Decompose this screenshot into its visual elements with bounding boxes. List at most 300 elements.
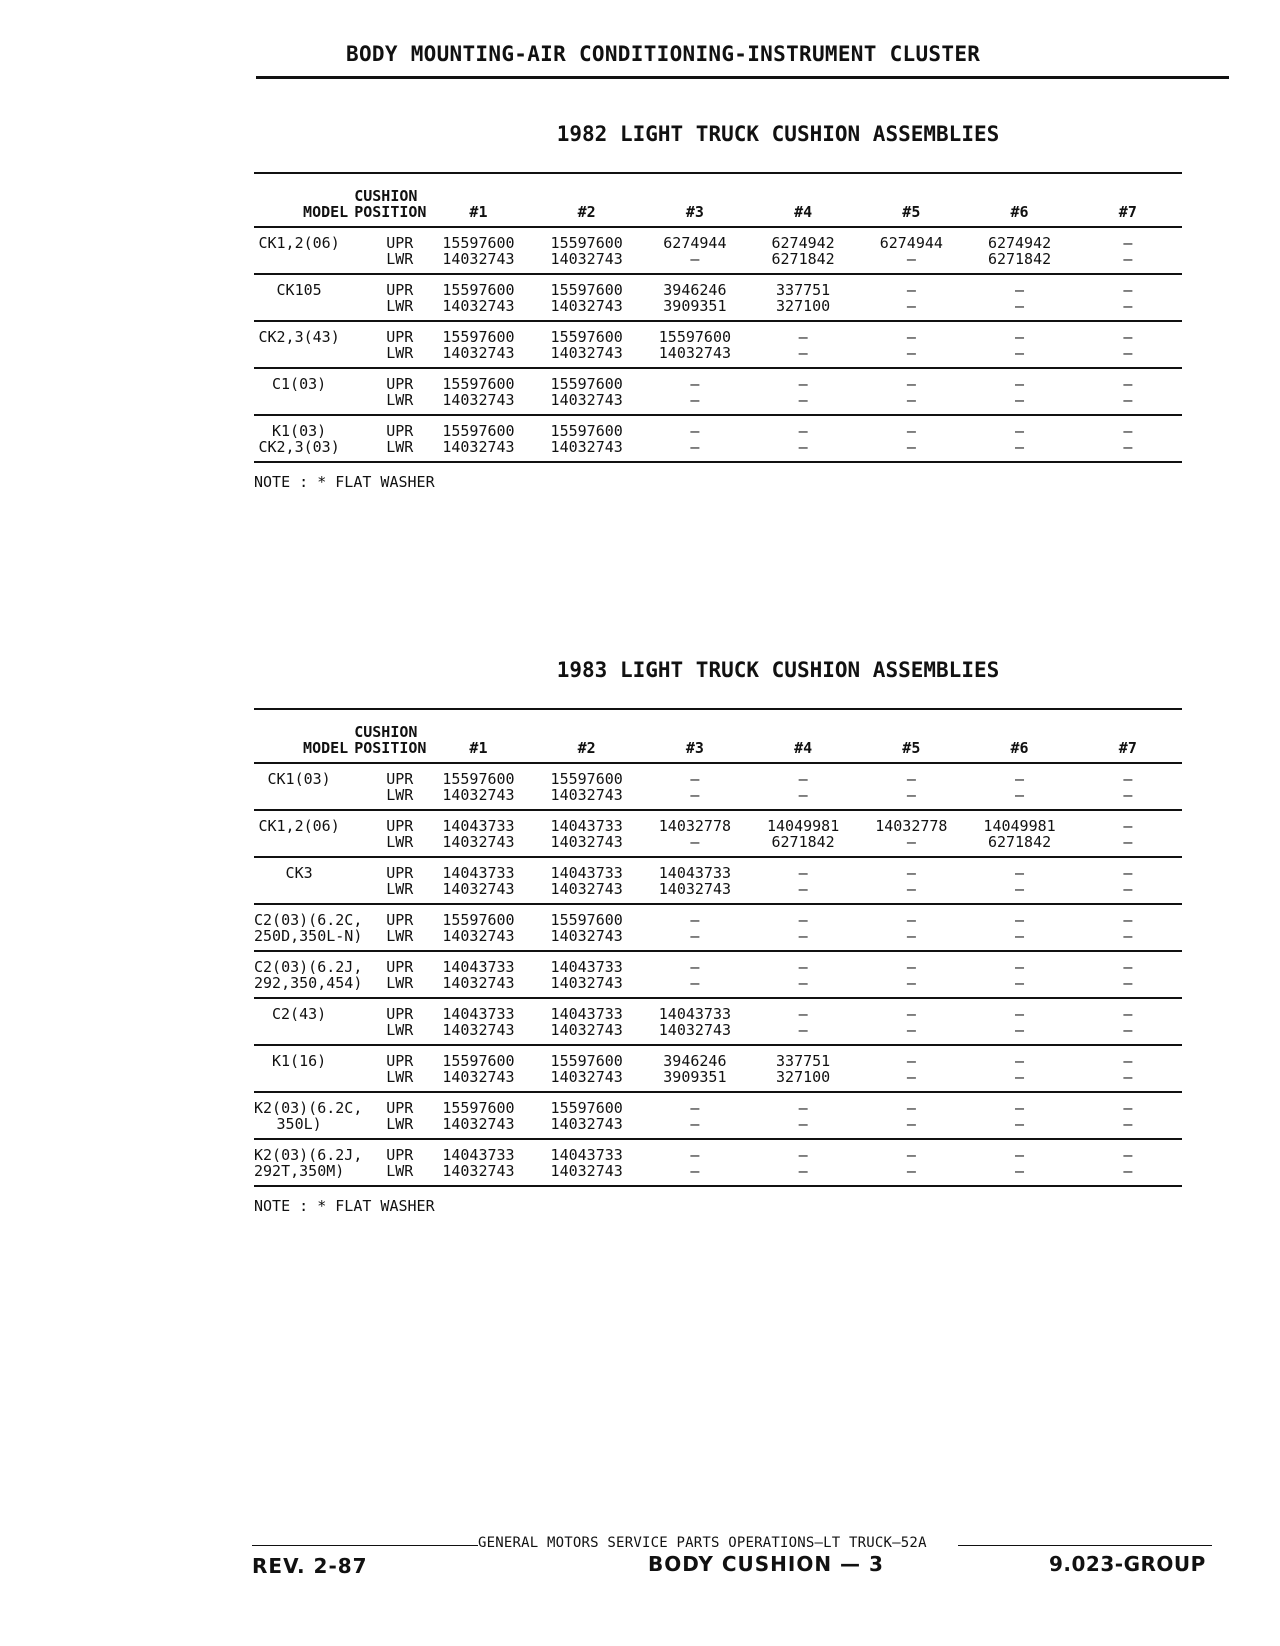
part-number-cell [1074,415,1182,462]
part-number: 15597600 [550,281,623,299]
part-number: 15597600 [550,328,623,346]
part-number-cell [749,951,857,998]
part-number: — [906,864,916,882]
part-number: — [1123,297,1133,315]
part-number: 14032743 [442,927,515,945]
part-number-cell [533,415,641,462]
cushion-position-cell [354,1139,424,1186]
page-header: BODY MOUNTING-AIR CONDITIONING-INSTRUMENT CLUSTER [346,42,981,66]
table-row [254,1139,1182,1186]
cushion-position-cell [354,763,424,810]
part-number-cell [965,951,1073,998]
part-number: — [1015,1052,1025,1070]
col-header-position: #4 [794,203,813,221]
model-text: 292T,350M) [254,1162,345,1180]
part-number: 327100 [776,297,831,315]
part-number: — [798,786,808,804]
part-number: 14032743 [550,344,623,362]
model-cell [254,368,354,415]
part-number-cell [965,227,1073,274]
table-note: NOTE : * FLAT WASHER [254,1197,435,1215]
part-number: — [1015,958,1025,976]
part-number-cell [424,857,532,904]
part-number-cell [1074,227,1182,274]
part-number: — [1015,281,1025,299]
part-number: 14043733 [442,864,515,882]
col-header-model: MODEL [303,739,349,757]
part-number: 337751 [776,1052,831,1070]
part-number-cell [533,1092,641,1139]
model-text: C1(03) [272,375,327,393]
part-number-cell [749,904,857,951]
part-number: 14032743 [550,786,623,804]
part-number: — [1015,1115,1025,1133]
part-number: — [1123,438,1133,456]
position-text: LWR [386,1162,414,1180]
table-note: NOTE : * FLAT WASHER [254,473,435,491]
part-number: 3946246 [663,281,727,299]
part-number-cell [424,321,532,368]
part-number: — [690,1162,700,1180]
col-header-position: #3 [685,203,704,221]
model-cell [254,763,354,810]
part-number-cell [533,998,641,1045]
part-number: — [1015,974,1025,992]
part-number: — [1015,1068,1025,1086]
part-number: 14043733 [442,1005,515,1023]
part-number-cell [1074,763,1182,810]
footer-publisher: GENERAL MOTORS SERVICE PARTS OPERATIONS—LT TRUCK—52A [478,1535,927,1551]
part-number: 14032743 [442,974,515,992]
part-number: 14032743 [442,833,515,851]
part-number: 14032743 [658,1021,732,1039]
part-number-cell [857,998,965,1045]
footer-rule-right [958,1545,1212,1546]
model-text: 350L) [276,1115,322,1133]
part-number-cell [1074,1139,1182,1186]
part-number: — [690,1115,700,1133]
col-header-position: #1 [469,739,488,757]
part-number-cell [533,321,641,368]
cushion-position-cell [354,321,424,368]
part-number: 14032743 [550,974,623,992]
table-row [254,857,1182,904]
part-number: — [690,770,700,788]
col-header-position: #4 [794,739,813,757]
part-number: — [798,1146,808,1164]
part-number: — [798,880,808,898]
footer-page-label: BODY CUSHION — 3 [648,1552,884,1576]
table-row [254,1092,1182,1139]
part-number-cell [857,951,965,998]
part-number: 14032743 [442,344,515,362]
part-number-cell [749,763,857,810]
part-number-cell [749,1045,857,1092]
part-number: — [906,250,916,268]
part-number: — [906,422,916,440]
part-number: — [906,328,916,346]
part-number: 15597600 [442,375,515,393]
part-number-cell [965,1139,1073,1186]
position-text: UPR [386,1005,414,1023]
part-number: — [798,391,808,409]
part-number: — [1123,391,1133,409]
part-number-cell [965,415,1073,462]
part-number: 15597600 [442,1052,515,1070]
part-number: — [1015,1146,1025,1164]
position-text: LWR [386,250,414,268]
part-number: 6274942 [987,234,1052,252]
table-row [254,951,1182,998]
part-number: 14043733 [550,864,623,882]
part-number: — [798,375,808,393]
part-number: — [1123,958,1133,976]
part-number: 14032743 [442,250,515,268]
part-number: — [906,974,916,992]
position-text: UPR [386,328,414,346]
table-row [254,274,1182,321]
model-cell [254,810,354,857]
part-number: — [1123,328,1133,346]
col-header-position: #2 [577,203,596,221]
table-row [254,415,1182,462]
col-header-position: #6 [1010,203,1029,221]
part-number: — [1123,234,1133,252]
part-number: — [798,770,808,788]
model-text: K2(03)(6.2C, [254,1099,363,1117]
model-cell [254,274,354,321]
part-number: — [1015,1005,1025,1023]
model-text: CK1(03) [267,770,331,788]
part-number: — [690,833,700,851]
part-number: — [906,770,916,788]
part-number-cell [424,1092,532,1139]
position-text: LWR [386,974,414,992]
part-number: — [1123,1162,1133,1180]
part-number-cell [1074,904,1182,951]
col-header-position: #5 [902,203,921,221]
part-number: — [690,911,700,929]
position-text: LWR [386,1115,414,1133]
part-number: — [1123,375,1133,393]
part-number-cell [641,857,749,904]
part-number-cell [1074,274,1182,321]
part-number: 14032743 [550,250,623,268]
part-number: 15597600 [550,770,623,788]
part-number: — [1015,864,1025,882]
part-number: — [906,344,916,362]
part-number: — [1015,297,1025,315]
table-header-row [254,709,1182,763]
part-number: 15597600 [550,375,623,393]
part-number: 14043733 [550,958,623,976]
part-number-cell [641,274,749,321]
model-cell [254,415,354,462]
part-number: — [1123,880,1133,898]
model-cell [254,1139,363,1186]
part-number: — [1123,1068,1133,1086]
position-text: UPR [386,1052,414,1070]
model-text: CK2,3(43) [258,328,340,346]
part-number: — [1123,422,1133,440]
part-number-cell [533,857,641,904]
part-number: — [1123,833,1133,851]
part-number-cell [857,274,965,321]
part-number-cell [424,1045,532,1092]
part-number: — [906,297,916,315]
part-number-cell [533,904,641,951]
part-number: — [906,1021,916,1039]
part-number-cell [965,857,1073,904]
position-text: UPR [386,911,414,929]
part-number: 14032778 [875,817,948,835]
part-number: — [1015,1021,1025,1039]
model-cell [254,227,354,274]
position-text: LWR [386,927,414,945]
position-text: UPR [386,864,414,882]
part-number: — [690,438,700,456]
part-number: — [1015,770,1025,788]
part-number-cell [533,274,641,321]
part-number: 6274944 [663,234,727,252]
part-number: — [1123,281,1133,299]
model-text: 250D,350L-N) [254,927,363,945]
part-number-cell [857,857,965,904]
part-number: 14043733 [442,817,515,835]
part-number: 14032743 [550,297,623,315]
col-header-cushion-position: CUSHION POSITION [354,187,427,221]
part-number-cell [749,1092,857,1139]
cushion-table-1983 [254,708,1182,1187]
part-number: 15597600 [550,1099,623,1117]
table-row [254,368,1182,415]
part-number-cell [857,904,965,951]
part-number-cell [965,274,1073,321]
part-number-cell [857,1045,965,1092]
part-number: 6271842 [987,833,1052,851]
part-number: — [690,927,700,945]
part-number: — [798,422,808,440]
part-number: 14043733 [550,1005,623,1023]
part-number: 14043733 [550,1146,623,1164]
part-number-cell [641,1045,749,1092]
part-number: — [1123,786,1133,804]
part-number-cell [1074,1045,1182,1092]
part-number: 14032743 [550,391,623,409]
part-number-cell [533,368,641,415]
part-number: — [906,1146,916,1164]
part-number-cell [424,415,532,462]
part-number-cell [641,951,749,998]
part-number: 15597600 [442,911,515,929]
model-text: CK1,2(06) [258,234,340,252]
part-number: — [690,422,700,440]
part-number: — [798,911,808,929]
part-number-cell [749,998,857,1045]
part-number: 14032743 [550,833,623,851]
col-header-position: #6 [1010,739,1029,757]
part-number: 14049981 [766,817,840,835]
part-number: 14032778 [658,817,732,835]
part-number: 15597600 [442,422,515,440]
part-number: 14043733 [550,817,623,835]
part-number: 15597600 [550,1052,623,1070]
part-number-cell [424,810,532,857]
table-body [254,763,1182,1186]
col-header-position: #5 [902,739,921,757]
part-number: — [1015,391,1025,409]
model-text: K1(16) [272,1052,327,1070]
part-number: 15597600 [442,328,515,346]
part-number-cell [1074,810,1182,857]
part-number: 3909351 [663,297,727,315]
part-number: 14032743 [658,344,732,362]
part-number: — [798,958,808,976]
part-number: 14032743 [550,880,623,898]
col-header-position: #7 [1118,739,1137,757]
part-number: — [906,1052,916,1070]
part-number: — [906,281,916,299]
table-section-1982 [254,122,1182,491]
part-number: 14032743 [442,297,515,315]
part-number-cell [533,810,641,857]
part-number-cell [749,415,857,462]
part-number-cell [1074,1092,1182,1139]
position-text: UPR [386,234,414,252]
position-text: LWR [386,786,414,804]
table-row [254,227,1182,274]
col-header-model: MODEL [303,203,349,221]
part-number: — [1015,422,1025,440]
cushion-position-cell [354,904,424,951]
part-number-cell [965,998,1073,1045]
col-header-position: #3 [685,739,704,757]
part-number-cell [641,810,749,857]
part-number-cell [857,810,965,857]
part-number-cell [533,1045,641,1092]
col-header-cushion-position: CUSHION POSITION [354,723,427,757]
part-number: 15597600 [658,328,732,346]
part-number-cell [749,1139,857,1186]
part-number: 15597600 [442,281,515,299]
model-text: C2(03)(6.2J, [254,958,363,976]
header-rule [256,76,1229,79]
part-number-cell [641,998,749,1045]
part-number: — [906,833,916,851]
part-number: — [690,391,700,409]
part-number: — [798,1162,808,1180]
part-number-cell [424,227,532,274]
part-number: 6271842 [771,833,835,851]
part-number: 14032743 [442,438,515,456]
part-number: — [906,1115,916,1133]
part-number: — [1015,328,1025,346]
position-text: UPR [386,817,414,835]
part-number-cell [533,227,641,274]
model-cell [254,998,354,1045]
cushion-position-cell [354,415,424,462]
part-number-cell [641,368,749,415]
model-cell [254,1045,354,1092]
part-number-cell [965,1092,1073,1139]
part-number: — [690,786,700,804]
part-number: — [906,958,916,976]
cushion-position-cell [354,951,424,998]
part-number: 14032743 [550,1162,623,1180]
part-number: — [798,1115,808,1133]
table-row [254,763,1182,810]
table-row [254,904,1182,951]
part-number-cell [1074,368,1182,415]
part-number: — [906,911,916,929]
part-number: 14032743 [442,1068,515,1086]
position-text: LWR [386,391,414,409]
position-text: LWR [386,880,414,898]
model-text: CK105 [276,281,322,299]
part-number-cell [965,904,1073,951]
part-number: — [906,391,916,409]
part-number-cell [857,227,965,274]
part-number: 14043733 [442,958,515,976]
part-number: — [1123,911,1133,929]
model-text: CK3 [285,864,313,882]
model-text: CK1,2(06) [258,817,340,835]
part-number: — [906,880,916,898]
part-number: — [1123,1146,1133,1164]
part-number: — [690,250,700,268]
part-number-cell [857,763,965,810]
position-text: UPR [386,1099,414,1117]
part-number-cell [424,951,532,998]
part-number-cell [749,810,857,857]
model-cell [254,951,363,998]
part-number-cell [641,227,749,274]
cushion-position-cell [354,274,424,321]
part-number-cell [1074,857,1182,904]
part-number: — [798,927,808,945]
part-number: 14032743 [442,880,515,898]
part-number: — [798,974,808,992]
part-number: 3909351 [663,1068,727,1086]
part-number: 15597600 [550,911,623,929]
part-number-cell [1074,951,1182,998]
table-row [254,1045,1182,1092]
part-number: 14032743 [442,1021,515,1039]
col-header-position: #7 [1118,203,1137,221]
part-number: — [1015,344,1025,362]
part-number-cell [533,763,641,810]
part-number: 15597600 [550,422,623,440]
part-number: — [906,1162,916,1180]
position-text: UPR [386,422,414,440]
part-number: 14032743 [442,391,515,409]
part-number-cell [641,1139,749,1186]
part-number: — [906,1005,916,1023]
part-number-cell [641,1092,749,1139]
part-number-cell [749,227,857,274]
part-number: — [1123,344,1133,362]
part-number: — [798,328,808,346]
part-number-cell [424,998,532,1045]
part-number: — [690,958,700,976]
part-number: — [690,1099,700,1117]
part-number-cell [424,368,532,415]
part-number: — [1123,250,1133,268]
part-number: — [906,1068,916,1086]
part-number-cell [749,274,857,321]
part-number: 6274944 [879,234,943,252]
part-number: — [798,864,808,882]
